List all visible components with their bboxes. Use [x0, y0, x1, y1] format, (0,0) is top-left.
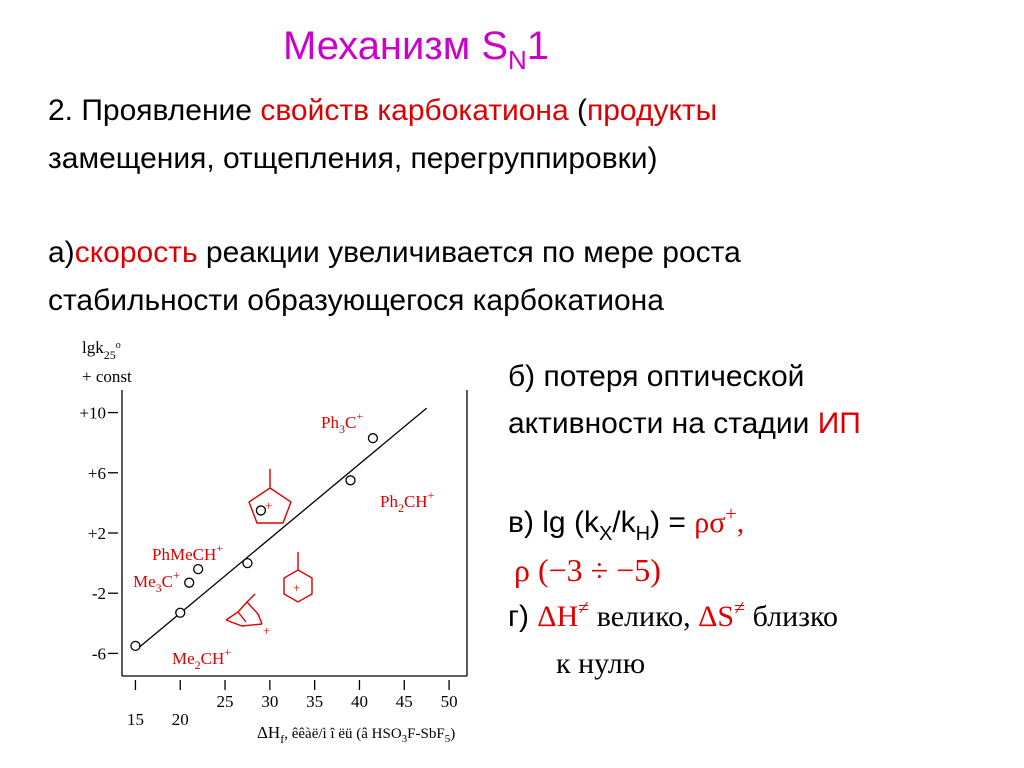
- x-tick-label: 45: [395, 692, 413, 711]
- label-ph2ch: $Ph_2CH^+$: [380, 488, 435, 515]
- data-point: [346, 476, 355, 485]
- label-phmech: PhMeCH+: [152, 541, 224, 564]
- point-a-line-1: а)скорость реакции увеличивается по мере роста: [48, 236, 741, 269]
- label-ph3c: $Ph_3C^+$: [321, 409, 364, 436]
- scatter-chart: [0, 330, 560, 750]
- data-point: [194, 565, 203, 574]
- point-b-line-2: активности на стадии ИП: [508, 407, 861, 440]
- svg-text:+: +: [263, 623, 271, 638]
- cyclopentyl-cation-structure: [249, 469, 291, 523]
- x-tick-label: 15: [126, 710, 144, 729]
- data-points: [131, 434, 377, 651]
- y-tick-label: +10: [79, 403, 106, 423]
- x-tick-label: 40: [350, 692, 368, 711]
- data-point: [176, 608, 185, 617]
- data-point: [185, 578, 194, 587]
- norbornyl-cation-structure: [226, 594, 270, 638]
- point-2-line-2: замещения, отщепления, перегруппировки): [48, 142, 658, 175]
- svg-text:+: +: [293, 580, 301, 595]
- point-g-line-2: к нулю: [556, 647, 646, 680]
- x-axis-label: $\Delta H_f$, êêàë/ì î ëü (â $HSO_3F-SbF_5$): [257, 723, 456, 746]
- data-point: [131, 641, 140, 650]
- svg-text:+: +: [265, 498, 273, 513]
- data-point: [368, 434, 377, 443]
- x-tick-label: 30: [261, 692, 279, 711]
- x-tick-label: 25: [216, 692, 234, 711]
- point-2-line-1: 2. Проявление свойств карбокатиона (продукты: [48, 94, 718, 127]
- point-g-line-1: г) ΔH≠ велико, ΔS≠ близко: [508, 597, 839, 633]
- y-tick-label: +6: [87, 463, 106, 483]
- point-a-line-2: стабильности образующегося карбокатиона: [48, 284, 664, 317]
- data-point: [243, 559, 252, 568]
- x-tick-label: 50: [440, 692, 458, 711]
- point-v-equation: в) $\lg (k_X/k_H) = \rho\sigma^+$,: [508, 503, 745, 545]
- page-title: Механизм $S_N1$: [283, 24, 550, 75]
- point-b-line-1: б) потеря оптической: [508, 360, 805, 393]
- y-ticks: [79, 404, 118, 664]
- y-tick-label: +2: [87, 524, 106, 543]
- y-axis-label-line-2: + const: [82, 367, 132, 386]
- x-ticks: [127, 680, 458, 729]
- y-axis-label-line-1: lgk$_{25}^o$: [82, 338, 121, 362]
- x-tick-label: 20: [171, 710, 189, 729]
- cyclohexyl-cation-structure: [284, 552, 312, 602]
- y-tick-label: -6: [91, 644, 106, 664]
- label-me2ch: $Me_2CH^+$: [172, 645, 232, 672]
- x-tick-label: 35: [306, 692, 324, 711]
- label-me3c: $Me_3C^+$: [133, 568, 180, 595]
- y-tick-label: -2: [91, 584, 106, 604]
- point-v-rho-range: ρ (−3 ÷ −5): [514, 552, 661, 588]
